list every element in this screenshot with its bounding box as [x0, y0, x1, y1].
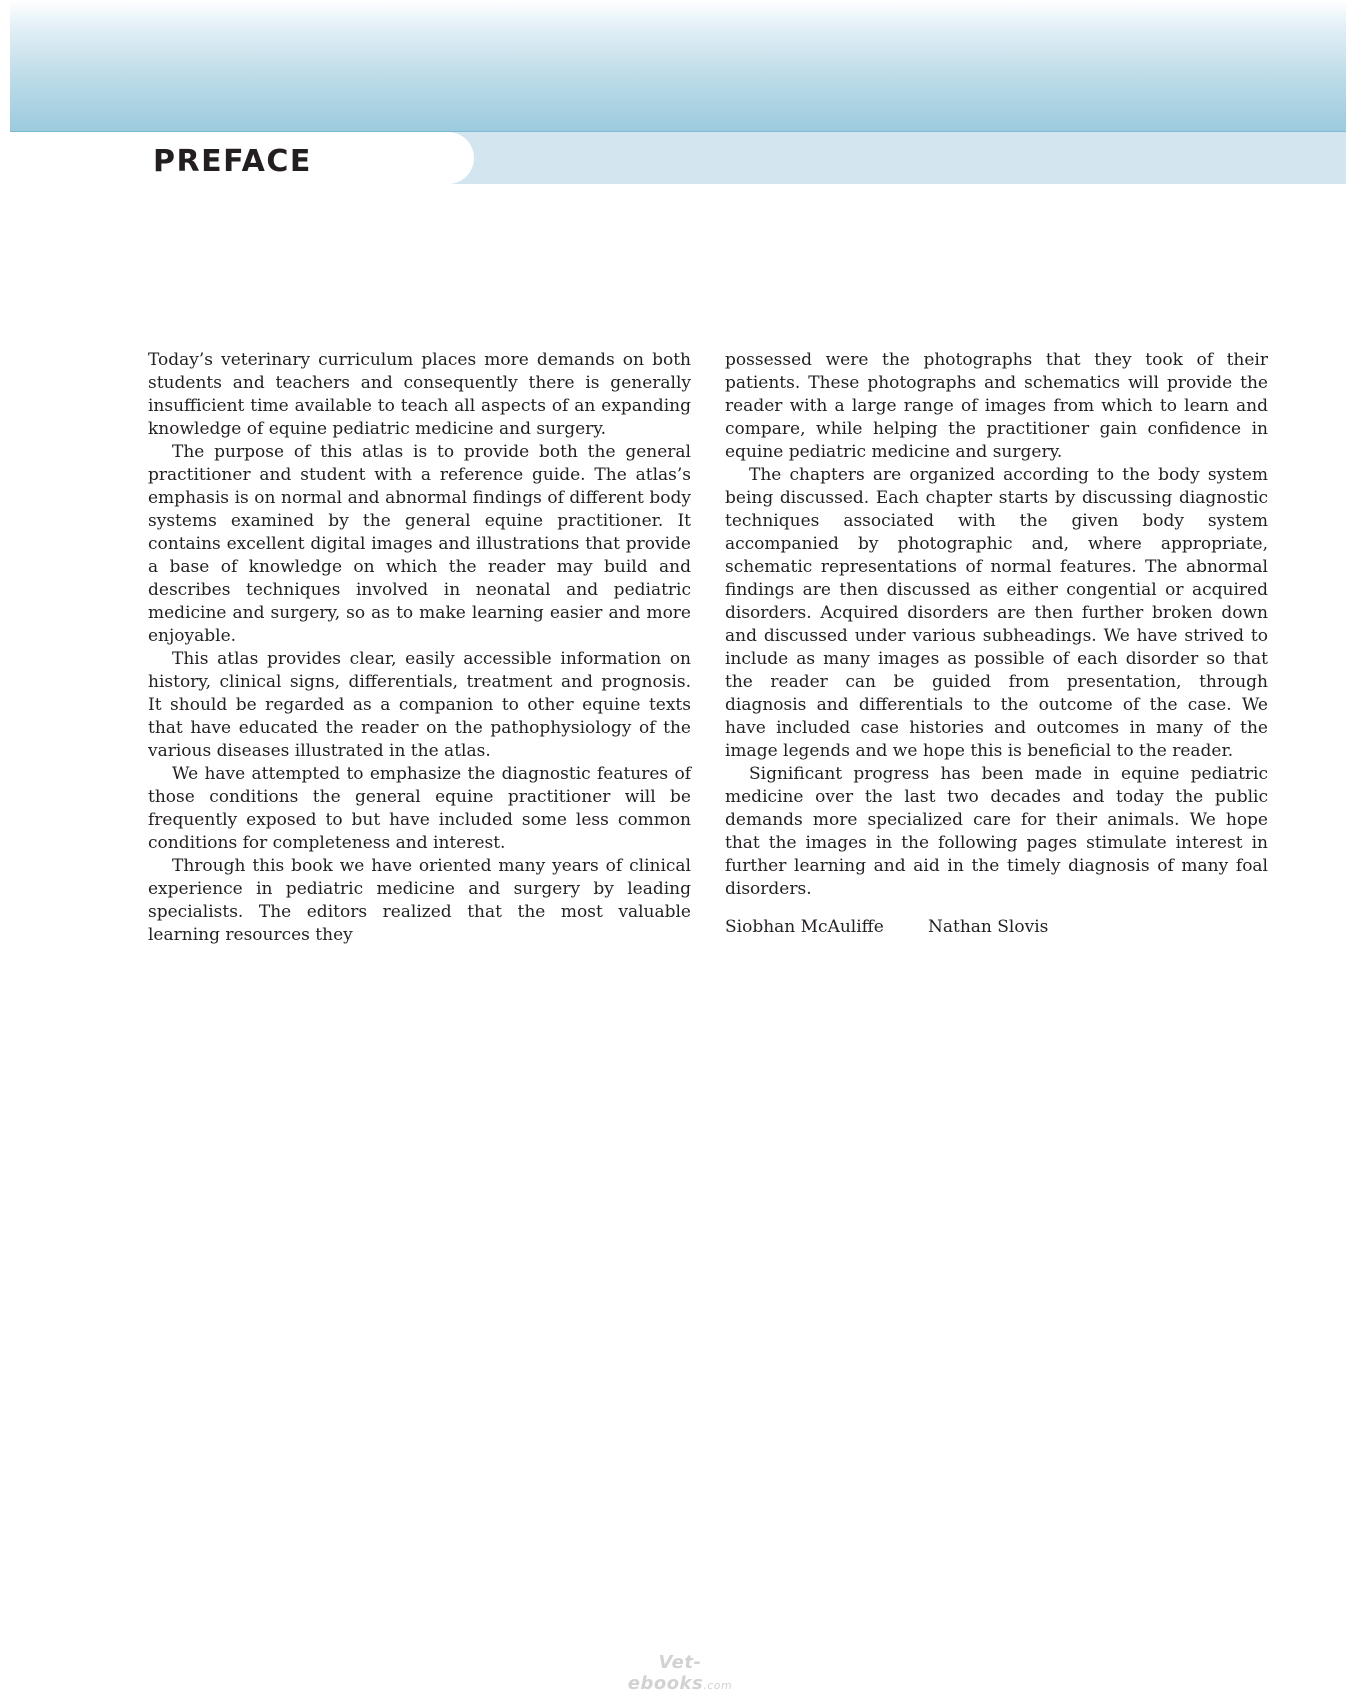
paragraph: Significant progress has been made in equine pediatric medicine over the last two decades and today the public demands more specialized care for their animals. We hope that the images in the following pages stimulate interest in further learning and aid in the timely diagnosis of many foal disorders.: [725, 764, 1268, 899]
watermark-logo: [610, 1652, 750, 1694]
header-gradient-band: [10, 0, 1346, 132]
signature: Siobhan McAuliffe: [725, 917, 884, 937]
watermark-text: Vet-ebooks: [627, 1652, 704, 1694]
paragraph: The chapters are organized according to the body system being discussed. Each chapter starts by discussing diagnostic techniques associated with the given body system accompanied by photographic and, where appropriate, schematic representations of normal features. The abnormal findings are then discussed as either congential or acquired disorders. Acquired disorders are then further broken down and discussed under various subheadings. We have strived to include as many images as possible of each disorder so that the reader can be guided from presentation, through diagnosis and differentials to the outcome of the case. We have included case histories and outcomes in many of the image legends and we hope this is beneficial to the reader.: [725, 465, 1268, 761]
paragraph: possessed were the photographs that they took of their patients. These photographs and schematics will provide the reader with a large range of images from which to learn and compare, while helping the practitioner gain confidence in equine pediatric medicine and surgery.: [725, 350, 1268, 462]
paragraph: Through this book we have oriented many years of clinical experience in pediatric medicine and surgery by leading specialists. The editors realized that the most valuable learning resources they: [148, 856, 691, 945]
page-title: PREFACE: [153, 144, 312, 179]
signatures: [725, 916, 1268, 939]
paragraph: This atlas provides clear, easily accessible information on history, clinical signs, differentials, treatment and prognosis. It should be regarded as a companion to other equine texts that have educated the reader on the pathophysiology of the various diseases illustrated in the atlas.: [148, 649, 691, 761]
paragraph: Today’s veterinary curriculum places more demands on both students and teachers and consequently there is generally insufficient time available to teach all aspects of an expanding knowledge of equine pediatric medicine and surgery.: [148, 350, 691, 439]
right-column: [725, 349, 1268, 939]
watermark-suffix: .com: [703, 1679, 733, 1692]
signature: Nathan Slovis: [928, 917, 1049, 937]
paragraph: We have attempted to emphasize the diagnostic features of those conditions the general equine practitioner will be frequently exposed to but have included some less common conditions for completeness and interest.: [148, 764, 691, 853]
left-column: [148, 349, 691, 947]
paragraph: The purpose of this atlas is to provide both the general practitioner and student with a reference guide. The atlas’s emphasis is on normal and abnormal findings of different body systems examined by the general equine practitioner. It contains excellent digital images and illustrations that provide a base of knowledge on which the reader may build and describes techniques involved in neonatal and pediatric medicine and surgery, so as to make learning easier and more enjoyable.: [148, 442, 691, 646]
